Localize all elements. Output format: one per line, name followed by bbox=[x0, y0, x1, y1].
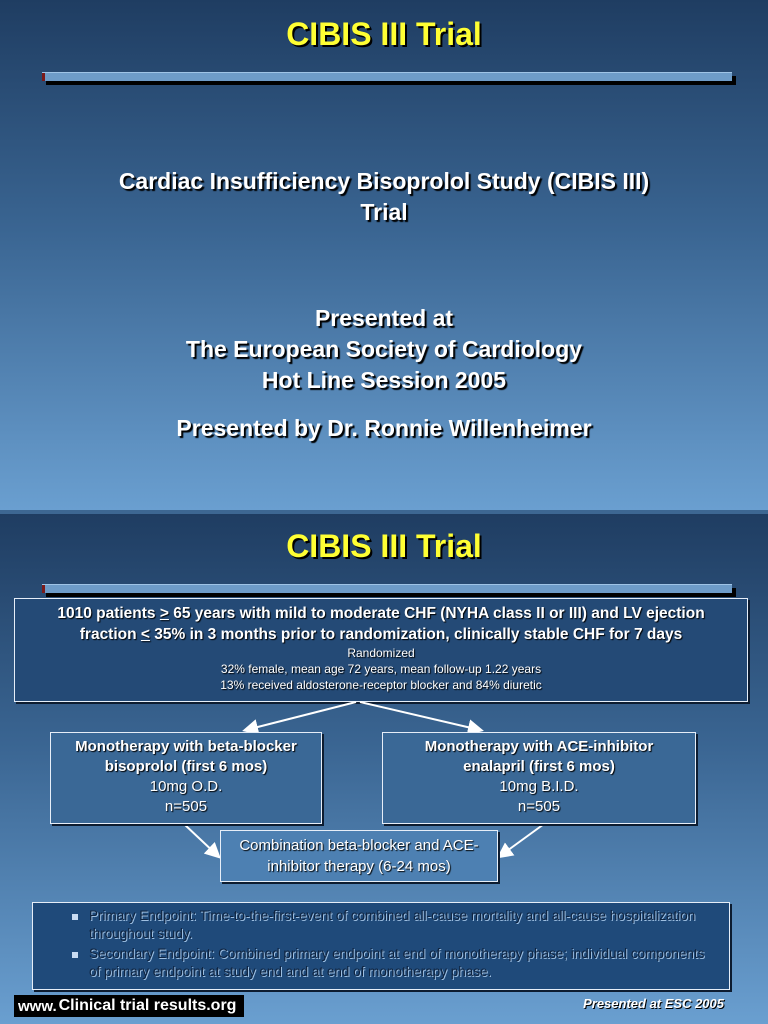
bisoprolol-dose: 10mg O.D. bbox=[149, 778, 223, 795]
society-name: The European Society of Cardiology bbox=[185, 336, 583, 362]
primary-endpoint-text: Primary Endpoint: Time-to-the-first-event of combined all-cause mortality and all-cause hospitalization throughout study. bbox=[89, 908, 696, 941]
ge-symbol: > bbox=[159, 605, 169, 622]
pop-text: fraction bbox=[79, 626, 141, 643]
primary-endpoint bbox=[89, 907, 719, 943]
bullet-icon bbox=[72, 952, 78, 958]
study-name bbox=[0, 166, 768, 228]
study-name-line2: Trial bbox=[360, 199, 408, 225]
presented-at: Presented at bbox=[314, 305, 454, 331]
demographics-2: 13% received aldosterone-receptor blocker and 84% diuretic bbox=[220, 678, 542, 692]
title-divider bbox=[42, 72, 732, 81]
randomized-label: Randomized bbox=[347, 646, 415, 660]
title-slide bbox=[0, 0, 768, 510]
slide2-title: CIBIS III Trial bbox=[286, 528, 482, 564]
arrow-to-right-arm bbox=[360, 702, 480, 730]
design-slide bbox=[0, 514, 768, 1024]
bisoprolol-arm-box bbox=[50, 732, 322, 824]
arrow-left-to-combo bbox=[184, 824, 218, 856]
bisoprolol-arm-title: Monotherapy with beta-blocker bisoprolol (first 6 mos) bbox=[75, 738, 297, 775]
presented-at-esc: Presented at ESC 2005 bbox=[583, 996, 724, 1011]
pop-text: 35% in 3 months prior to randomization, clinically stable CHF for 7 days bbox=[149, 626, 683, 643]
secondary-endpoint bbox=[89, 945, 719, 981]
title-divider-2 bbox=[42, 584, 732, 593]
enalapril-arm-title: Monotherapy with ACE-inhibitor enalapril (first 6 mos) bbox=[424, 738, 654, 775]
enalapril-dose: 10mg B.I.D. bbox=[499, 778, 579, 795]
bullet-icon bbox=[72, 914, 78, 920]
site-logo bbox=[14, 995, 244, 1017]
combination-box: Combination beta-blocker and ACE-inhibitor therapy (6-24 mos) bbox=[220, 830, 498, 882]
pop-text: 1010 patients bbox=[57, 605, 160, 622]
arrow-right-to-combo bbox=[500, 824, 544, 856]
logo-www: www. bbox=[18, 997, 57, 1015]
demographics-1: 32% female, mean age 72 years, mean follow-up 1.22 years bbox=[220, 662, 542, 676]
study-name-line1: Cardiac Insufficiency Bisoprolol Study (CIBIS III) bbox=[118, 168, 650, 194]
presenter: Presented by Dr. Ronnie Willenheimer bbox=[176, 415, 592, 441]
arrow-to-left-arm bbox=[246, 702, 356, 730]
slide1-title: CIBIS III Trial bbox=[286, 16, 482, 52]
session-name: Hot Line Session 2005 bbox=[261, 367, 507, 393]
population-line1 bbox=[15, 603, 747, 624]
secondary-endpoint-text: Secondary Endpoint: Combined primary endpoint at end of monotherapy phase; individual components of primary endpoint at study end and at end of monotherapy phase. bbox=[89, 946, 705, 979]
logo-site: Clinical trial results.org bbox=[58, 997, 237, 1014]
presentation-info bbox=[0, 303, 768, 396]
bisoprolol-n: n=505 bbox=[164, 798, 208, 815]
endpoints-box bbox=[32, 902, 730, 990]
enalapril-arm-box bbox=[382, 732, 696, 824]
enalapril-n: n=505 bbox=[517, 798, 561, 815]
population-box bbox=[14, 598, 748, 702]
population-line2 bbox=[15, 624, 747, 645]
le-symbol: < bbox=[140, 626, 150, 643]
pop-text: 65 years with mild to moderate CHF (NYHA class II or III) and LV ejection bbox=[168, 605, 705, 622]
